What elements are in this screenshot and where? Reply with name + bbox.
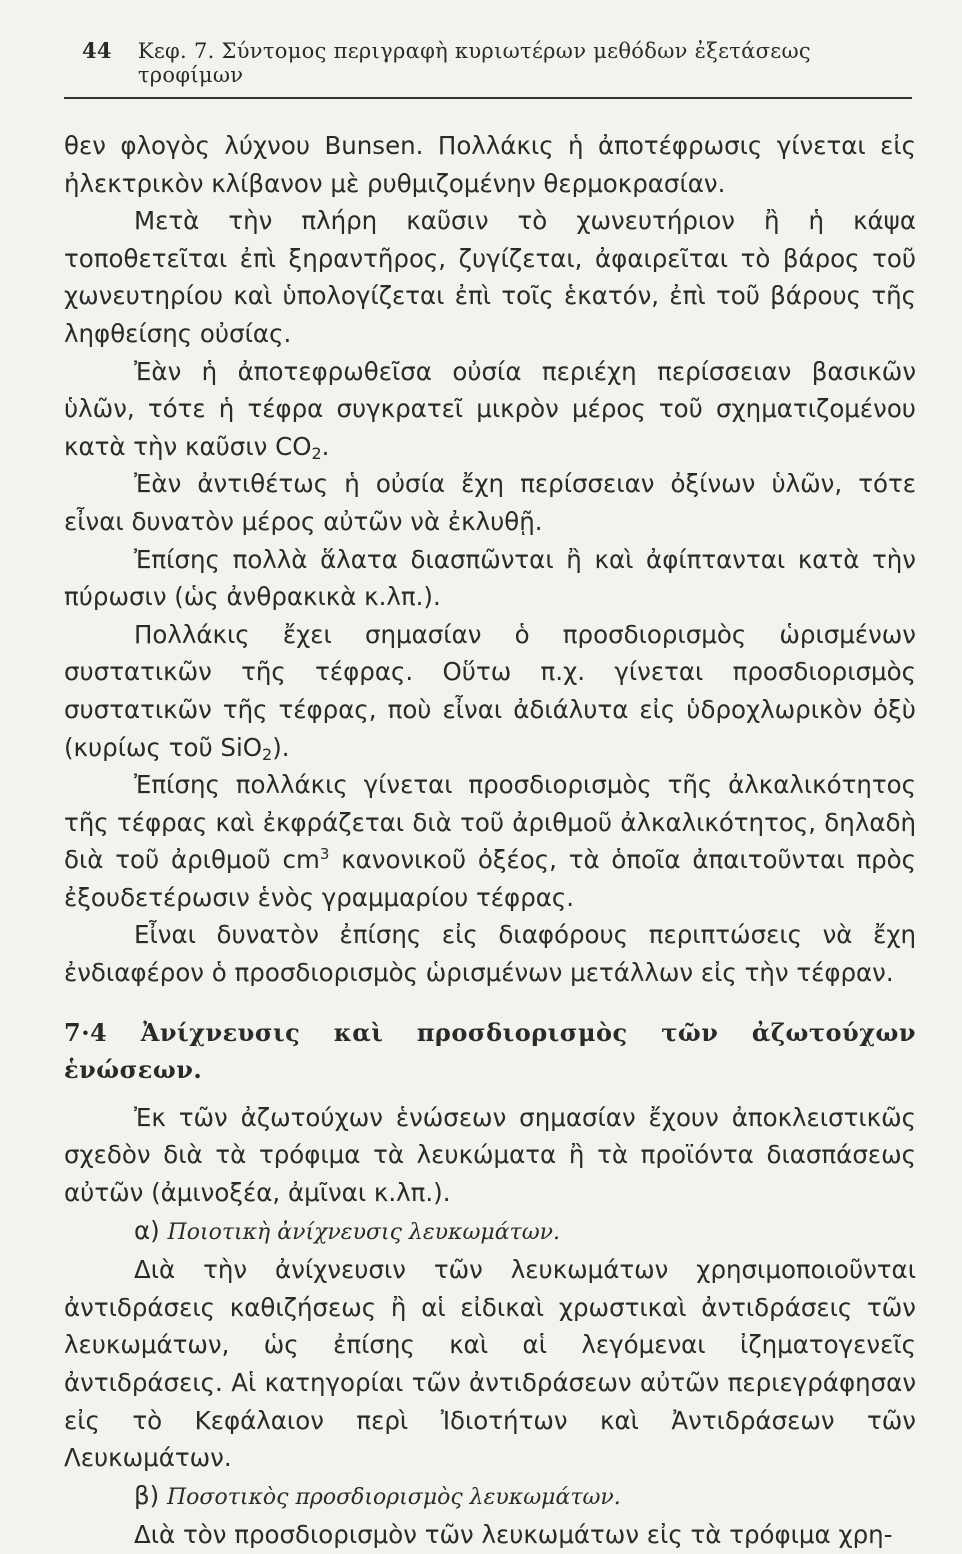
running-header (64, 38, 912, 99)
body-text (64, 127, 922, 1554)
paragraph-quantitative: Διὰ τὸν προσδιορισμὸν τῶν λευκωμάτων εἰς τὰ τρόφιμα χρη- (134, 1520, 893, 1550)
subheading-qualitative: α) Ποιοτικὴ ἀνίχνευσις λευκωμάτων. (134, 1215, 561, 1245)
section-heading: 7·4 Ἀνίχνευσις καὶ προσδιορισμὸς τῶν ἀζωτούχων ἑνώσεων. (64, 1017, 916, 1085)
paragraph-co2: Ἐὰν ἡ ἀποτεφρωθεῖσα οὐσία περιέχη περίσσειαν βασικῶν ὑλῶν, τότε ἡ τέφρα συγκρατεῖ μικρὸν μέρος τοῦ σχηματιζομένου κατὰ τὴν καῦσιν $CO_2$. (64, 356, 916, 463)
paragraph-qualitative: Διὰ τὴν ἀνίχνευσιν τῶν λευκωμάτων χρησιμοποιοῦνται ἀντιδράσεις καθιζήσεως ἢ αἱ εἰδικαὶ χρωστικαὶ ἀντιδράσεις τῶν λευκωμάτων, ὡς ἐπίσης καὶ αἱ λεγόμεναι ἰζηματογενεῖς ἀντιδράσεις. Αἱ κατηγορίαι τῶν ἀντιδράσεων αὐτῶν περιεγράφησαν εἰς τὸ Κεφάλαιον περὶ Ἰδιοτήτων καὶ Ἀντιδράσεων τῶν Λευκωμάτων. (64, 1255, 916, 1473)
paragraph-continuation: θεν φλογὸς λύχνου Bunsen. Πολλάκις ἡ ἀποτέφρωσις γίνεται εἰς ἠλεκτρικὸν κλίβανον μὲ ρυθμιζομένην θερμοκρασίαν. (64, 131, 916, 198)
subheading-quantitative: β) Ποσοτικὸς προσδιορισμὸς λευκωμάτων. (134, 1480, 621, 1510)
paragraph-salts: Ἐπίσης πολλὰ ἅλατα διασπῶνται ἢ καὶ ἀφίπτανται κατὰ τὴν πύρωσιν (ὡς ἀνθρακικὰ κ.λπ.). (64, 544, 916, 612)
paragraph-alkalinity: Ἐπίσης πολλάκις γίνεται προσδιορισμὸς τῆς ἀλκαλικότητος τῆς τέφρας καὶ ἐκφράζεται διὰ τοῦ ἀριθμοῦ ἀλκαλικότητος, δηλαδὴ διὰ τοῦ ἀριθμοῦ $cm^3$ κανονικοῦ ὀξέος, τὰ ὁποῖα ἀπαιτοῦνται πρὸς ἐξουδετέρωσιν ἑνὸς γραμμαρίου τέφρας. (64, 770, 917, 912)
paragraph-metals: Εἶναι δυνατὸν ἐπίσης εἰς διαφόρους περιπτώσεις νὰ ἔχη ἐνδιαφέρον ὁ προσδιορισμὸς ὡρισμένων μετάλλων εἰς τὴν τέφραν. (64, 920, 916, 988)
paragraph-nitrogen-intro: Ἐκ τῶν ἀζωτούχων ἑνώσεων σημασίαν ἔχουν ἀποκλειστικῶς σχεδὸν διὰ τὰ τρόφιμα τὰ λευκώματα ἢ τὰ προϊόντα διασπάσεως αὐτῶν (ἀμινοξέα, ἀμῖναι κ.λπ.). (64, 1102, 916, 1208)
paragraph-combustion: Μετὰ τὴν πλήρη καῦσιν τὸ χωνευτήριον ἢ ἡ κάψα τοποθετεῖται ἐπὶ ξηραντῆρος, ζυγίζεται, ἀφαιρεῖται τὸ βάρος τοῦ χωνευτηρίου καὶ ὑπολογίζεται ἐπὶ τοῖς ἑκατόν, ἐπὶ τοῦ βάρους τῆς ληφθείσης οὐσίας. (64, 206, 916, 348)
paragraph-sio2: Πολλάκις ἔχει σημασίαν ὁ προσδιορισμὸς ὡρισμένων συστατικῶν τῆς τέφρας. Οὕτω π.χ. γίνεται προσδιορισμὸς συστατικῶν τῆς τέφρας, ποὺ εἶναι ἀδιάλυτα εἰς ὑδροχλωρικὸν ὀξὺ (κυρίως τοῦ SiO$_2$). (64, 619, 916, 764)
paragraph-acidic: Ἐὰν ἀντιθέτως ἡ οὐσία ἔχη περίσσειαν ὀξίνων ὑλῶν, τότε εἶναι δυνατὸν μέρος αὐτῶν νὰ ἐκλυθῇ. (64, 469, 916, 536)
page-number: 44 (82, 38, 112, 63)
running-title: Κεφ. 7. Σύντομος περιγραφὴ κυριωτέρων μεθόδων ἐξετάσεως τροφίμων (137, 39, 811, 87)
